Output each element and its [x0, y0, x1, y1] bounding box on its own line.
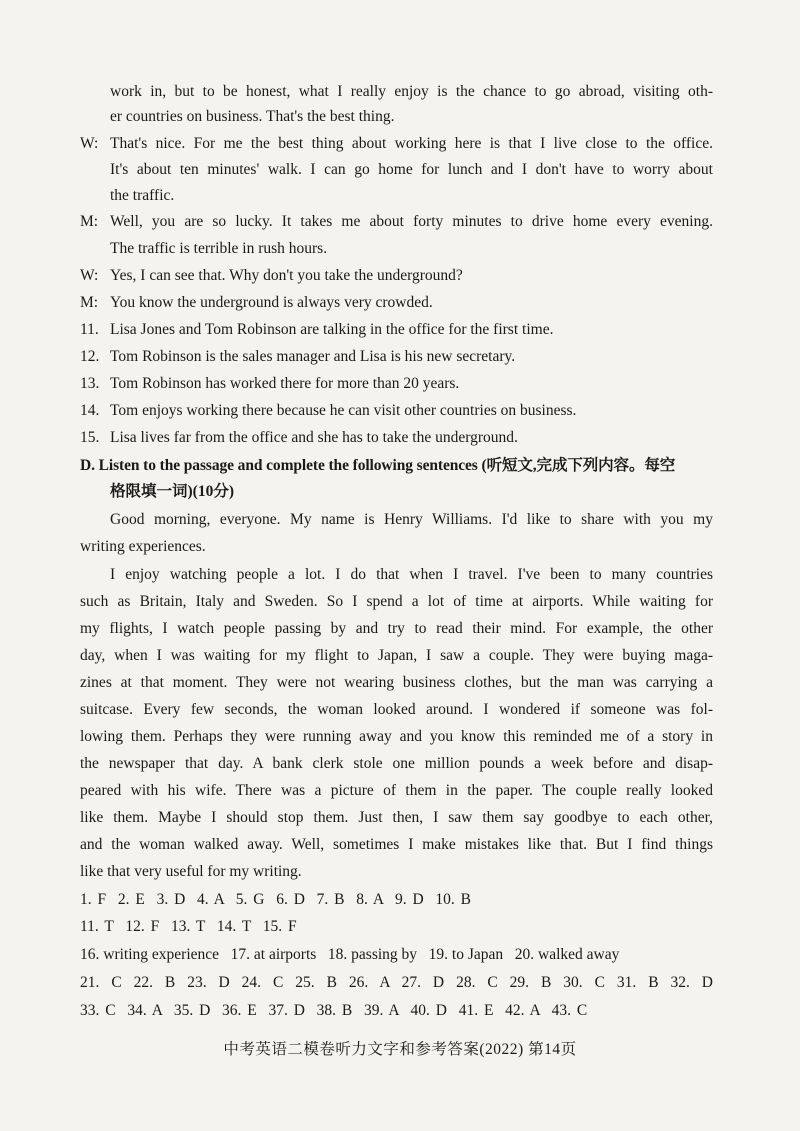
passage-line: my flights, I watch people passing by and try to read their mind. For example, the other: [80, 620, 713, 637]
dialogue-line: work in, but to be honest, what I really enjoy is the chance to go abroad, visiting oth-: [110, 83, 713, 100]
speaker-label: W:: [80, 267, 99, 284]
speaker-label: M:: [80, 294, 99, 311]
answer-row: 16. writing experience 17. at airports 18. passing by 19. to Japan 20. walked away: [80, 946, 620, 963]
speaker-label: M:: [80, 213, 99, 230]
passage-line: like them. Maybe I should stop them. Just then, I saw them say goodbye to each other,: [80, 809, 713, 826]
passage-line: the newspaper that day. A bank clerk stole one million pounds a week before and disap-: [80, 755, 713, 772]
statement-text: Tom Robinson is the sales manager and Lisa is his new secretary.: [110, 348, 516, 365]
dialogue-line: It's about ten minutes' walk. I can go home for lunch and I don't have to worry about: [110, 161, 713, 178]
statement-number: 11.: [80, 321, 99, 338]
passage-line: Good morning, everyone. My name is Henry Williams. I'd like to share with you my: [110, 511, 713, 528]
section-heading-cont: 格限填一词)(10分): [110, 483, 234, 500]
passage-line: writing experiences.: [80, 538, 206, 555]
dialogue-line: er countries on business. That's the best thing.: [110, 108, 395, 125]
answer-row: 21. C 22. B 23. D 24. C 25. B 26. A 27. D 28. C 29. B 30. C 31. B 32. D: [80, 974, 713, 991]
statement-text: Lisa Jones and Tom Robinson are talking in the office for the first time.: [110, 321, 554, 338]
speaker-label: W:: [80, 135, 99, 152]
dialogue-line: the traffic.: [110, 187, 175, 204]
dialogue-line: Yes, I can see that. Why don't you take the underground?: [110, 267, 463, 284]
page-footer: 中考英语二模卷听力文字和参考答案(2022) 第14页: [223, 1041, 577, 1058]
statement-text: Tom enjoys working there because he can visit other countries on business.: [110, 402, 577, 419]
dialogue-line: That's nice. For me the best thing about working here is that I live close to the office.: [110, 135, 713, 152]
statement-number: 13.: [80, 375, 100, 392]
passage-line: day, when I was waiting for my flight to Japan, I saw a couple. They were buying maga-: [80, 647, 713, 664]
passage-line: lowing them. Perhaps they were running away and you know this reminded me of a story in: [80, 728, 713, 745]
passage-line: I enjoy watching people a lot. I do that when I travel. I've been to many countries: [110, 566, 713, 583]
dialogue-line: Well, you are so lucky. It takes me about forty minutes to drive home every evening.: [110, 213, 713, 230]
passage-line: zines at that moment. They were not wearing business clothes, but the man was carrying a: [80, 674, 713, 691]
answer-row: 1. F 2. E 3. D 4. A 5. G 6. D 7. B 8. A 9. D 10. B: [80, 891, 472, 908]
passage-line: and the woman walked away. Well, sometimes I make mistakes like that. But I find things: [80, 836, 713, 853]
statement-number: 15.: [80, 429, 100, 446]
passage-line: such as Britain, Italy and Sweden. So I spend a lot of time at airports. While waiting for: [80, 593, 713, 610]
statement-number: 14.: [80, 402, 100, 419]
statement-text: Lisa lives far from the office and she has to take the underground.: [110, 429, 518, 446]
statement-text: Tom Robinson has worked there for more than 20 years.: [110, 375, 460, 392]
answer-row: 33. C 34. A 35. D 36. E 37. D 38. B 39. A 40. D 41. E 42. A 43. C: [80, 1002, 588, 1019]
statement-number: 12.: [80, 348, 100, 365]
dialogue-line: The traffic is terrible in rush hours.: [110, 240, 328, 257]
answer-row: 11. T 12. F 13. T 14. T 15. F: [80, 918, 297, 935]
section-heading: D. Listen to the passage and complete the following sentences (听短文,完成下列内容。每空: [80, 457, 676, 474]
passage-line: peared with his wife. There was a picture of them in the paper. The couple really looked: [80, 782, 713, 799]
passage-line: like that very useful for my writing.: [80, 863, 302, 880]
passage-line: suitcase. Every few seconds, the woman looked around. I wondered if someone was fol-: [80, 701, 713, 718]
dialogue-line: You know the underground is always very crowded.: [110, 294, 433, 311]
